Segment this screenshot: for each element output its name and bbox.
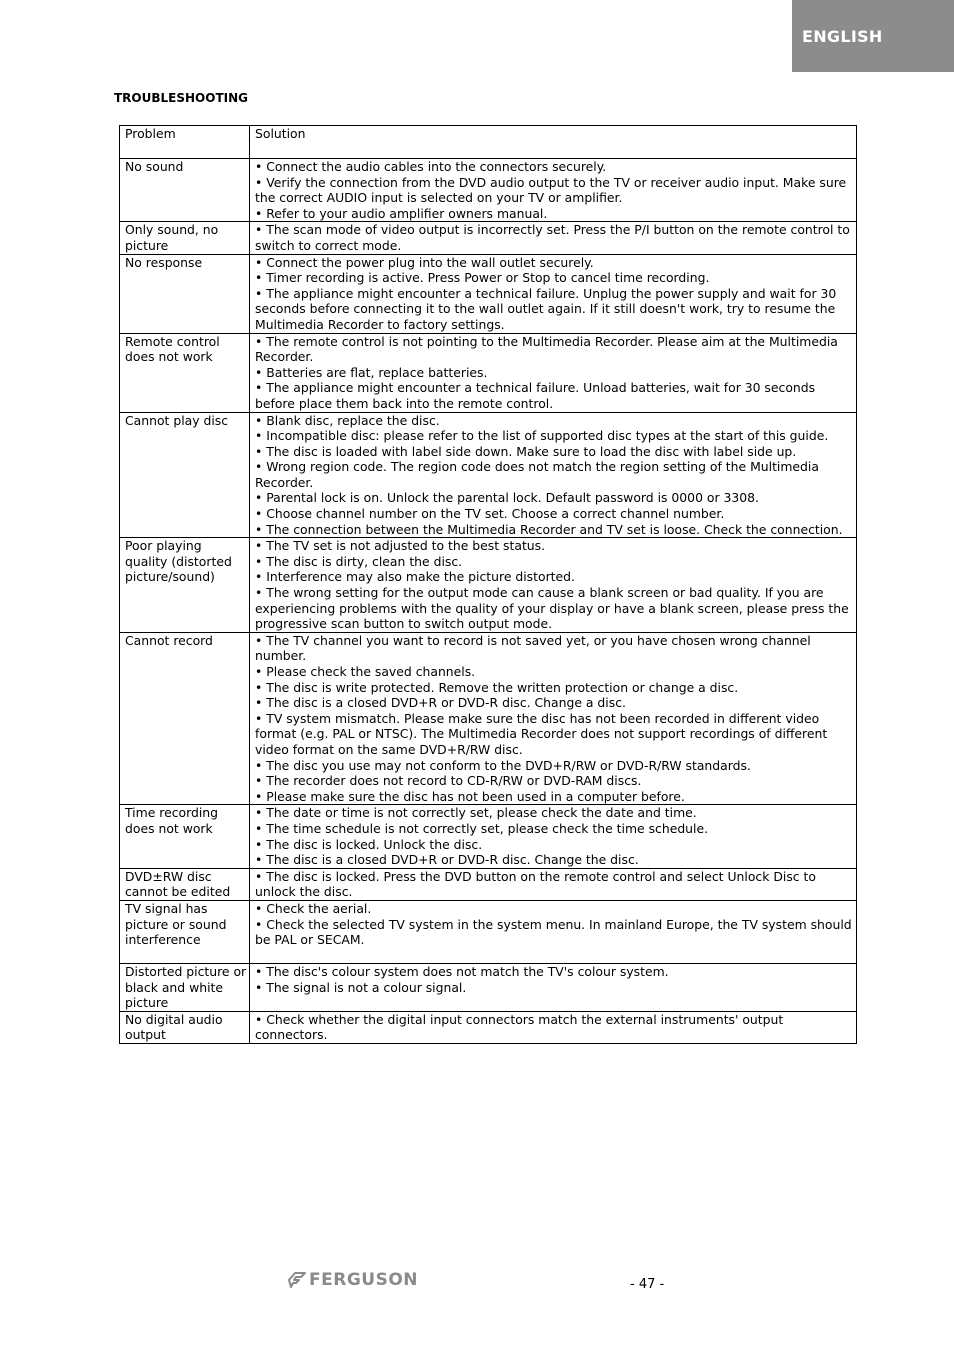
solution-item: • Interference may also make the picture distorted.	[255, 569, 575, 585]
solution-item: • Verify the connection from the DVD audio output to the TV or receiver audio input. Make sure the correct AUDIO input is selected on your TV or amplifier.	[255, 174, 847, 206]
solution-item: • The remote control is not pointing to the Multimedia Recorder. Please aim at the Multimedia Recorder.	[255, 333, 838, 365]
problem-cell: Only sound, no picture	[120, 222, 250, 254]
solution-item: • The recorder does not record to CD-R/RW or DVD-RAM discs.	[255, 773, 642, 789]
solution-item: • The disc you use may not conform to the DVD+R/RW or DVD-R/RW standards.	[255, 757, 751, 773]
solution-item: • Blank disc, replace the disc.	[255, 412, 440, 428]
problem-cell: Cannot play disc	[120, 412, 250, 538]
problem-cell: DVD±RW disc cannot be edited	[120, 868, 250, 900]
table-row	[120, 254, 857, 333]
solution-item: • Refer to your audio amplifier owners manual.	[255, 205, 548, 221]
table-row	[120, 805, 857, 868]
solution-cell	[250, 538, 857, 633]
page-number: - 47 -	[630, 1277, 665, 1292]
solution-item: • The signal is not a colour signal.	[255, 979, 467, 995]
solution-item: • The disc is write protected. Remove the written protection or change a disc.	[255, 679, 739, 695]
solution-cell	[250, 900, 857, 963]
problem-cell: Cannot record	[120, 632, 250, 805]
solution-item: • The wrong setting for the output mode can cause a blank screen or bad quality. If you are experiencing problems with the quality of your display or have a blank screen, please press the progressive scan button to switch output mode.	[255, 585, 849, 632]
problem-cell: No response	[120, 254, 250, 333]
problem-cell: Distorted picture or black and white picture	[120, 963, 250, 1011]
solution-item: • The disc is loaded with label side down. Make sure to load the disc with label side up.	[255, 443, 797, 459]
table-row	[120, 632, 857, 805]
table-row	[120, 222, 857, 254]
solution-cell	[250, 254, 857, 333]
solution-item: • Wrong region code. The region code does not match the region setting of the Multimedia Recorder.	[255, 459, 819, 490]
solution-cell	[250, 412, 857, 538]
solution-item: • The TV channel you want to record is not saved yet, or you have chosen wrong channel number.	[255, 632, 811, 664]
solution-item: • TV system mismatch. Please make sure the disc has not been recorded in different video format (e.g. PAL or NTSC). The Multimedia Recorder does not support recordings of different video format on the same DVD+R/RW disc.	[255, 710, 828, 757]
solution-item: • The appliance might encounter a technical failure. Unplug the power supply and wait for 30 seconds before connecting it to the wall outlet again. If it still doesn't work, try to resume the Multimedia Recorder to factory settings.	[255, 285, 837, 332]
troubleshooting-table	[119, 125, 857, 1044]
language-label: ENGLISH	[802, 26, 883, 46]
solution-cell	[250, 963, 857, 1011]
table-row	[120, 333, 857, 412]
solution-item: • The time schedule is not correctly set, please check the time schedule.	[255, 820, 709, 836]
problem-cell: No sound	[120, 159, 250, 222]
solution-item: • Incompatible disc: please refer to the list of supported disc types at the start of this guide.	[255, 428, 829, 444]
problem-cell: Remote control does not work	[120, 333, 250, 412]
solution-item: • The appliance might encounter a technical failure. Unload batteries, wait for 30 seconds before place them back into the remote control.	[255, 380, 816, 411]
solution-cell	[250, 222, 857, 254]
solution-item: • Please check the saved channels.	[255, 664, 476, 679]
solution-cell	[250, 805, 857, 868]
section-title: TROUBLESHOOTING	[114, 91, 248, 105]
table-row	[120, 868, 857, 900]
solution-item: • The scan mode of video output is incorrectly set. Press the P/I button on the remote control to switch to correct mode.	[255, 222, 850, 253]
header-solution: Solution	[250, 126, 857, 159]
table-row	[120, 1011, 857, 1043]
solution-item: • The disc is dirty, clean the disc.	[255, 553, 463, 569]
solution-item: • Connect the power plug into the wall outlet securely.	[255, 254, 594, 270]
solution-item: • The disc is a closed DVD+R or DVD-R disc. Change a disc.	[255, 695, 626, 711]
solution-item: • The TV set is not adjusted to the best status.	[255, 538, 546, 554]
solution-item: • The disc is a closed DVD+R or DVD-R disc. Change the disc.	[255, 852, 639, 868]
table-row	[120, 963, 857, 1011]
solution-item: • Check whether the digital input connectors match the external instruments' output connectors.	[255, 1011, 784, 1043]
language-tab	[792, 0, 954, 72]
brand-name: FERGUSON	[309, 1270, 418, 1290]
solution-item: • Connect the audio cables into the connectors securely.	[255, 159, 607, 174]
solution-item: • Choose channel number on the TV set. Choose a correct channel number.	[255, 506, 725, 522]
problem-cell: TV signal has picture or sound interference	[120, 900, 250, 963]
problem-cell: Poor playing quality (distorted picture/sound)	[120, 538, 250, 633]
solution-item: • The disc is locked. Unlock the disc.	[255, 836, 483, 852]
solution-item: • The date or time is not correctly set, please check the date and time.	[255, 805, 697, 821]
solution-item: • Timer recording is active. Press Power or Stop to cancel time recording.	[255, 270, 710, 286]
solution-item: • Please make sure the disc has not been used in a computer before.	[255, 788, 685, 804]
solution-item: • The connection between the Multimedia Recorder and TV set is loose. Check the connection.	[255, 521, 843, 537]
solution-item: • Check the aerial.	[255, 900, 372, 916]
table-row	[120, 159, 857, 222]
brand-logo	[287, 1270, 418, 1290]
solution-item: • The disc is locked. Press the DVD button on the remote control and select Unlock Disc to unlock the disc.	[255, 868, 816, 900]
solution-item: • Parental lock is on. Unlock the parental lock. Default password is 0000 or 3308.	[255, 490, 759, 506]
table-header-row	[120, 126, 857, 159]
solution-item: • Batteries are flat, replace batteries.	[255, 364, 488, 380]
solution-cell	[250, 333, 857, 412]
table-row	[120, 538, 857, 633]
solution-item: • Check the selected TV system in the system menu. In mainland Europe, the TV system should be PAL or SECAM.	[255, 916, 852, 948]
problem-cell: No digital audio output	[120, 1011, 250, 1043]
table-row	[120, 900, 857, 963]
solution-cell	[250, 632, 857, 805]
solution-item: • The disc's colour system does not match the TV's colour system.	[255, 963, 669, 979]
solution-cell	[250, 159, 857, 222]
header-problem: Problem	[120, 126, 250, 159]
solution-cell	[250, 868, 857, 900]
solution-cell	[250, 1011, 857, 1043]
problem-cell: Time recording does not work	[120, 805, 250, 868]
ferguson-logo-icon	[287, 1271, 307, 1289]
table-row	[120, 412, 857, 538]
